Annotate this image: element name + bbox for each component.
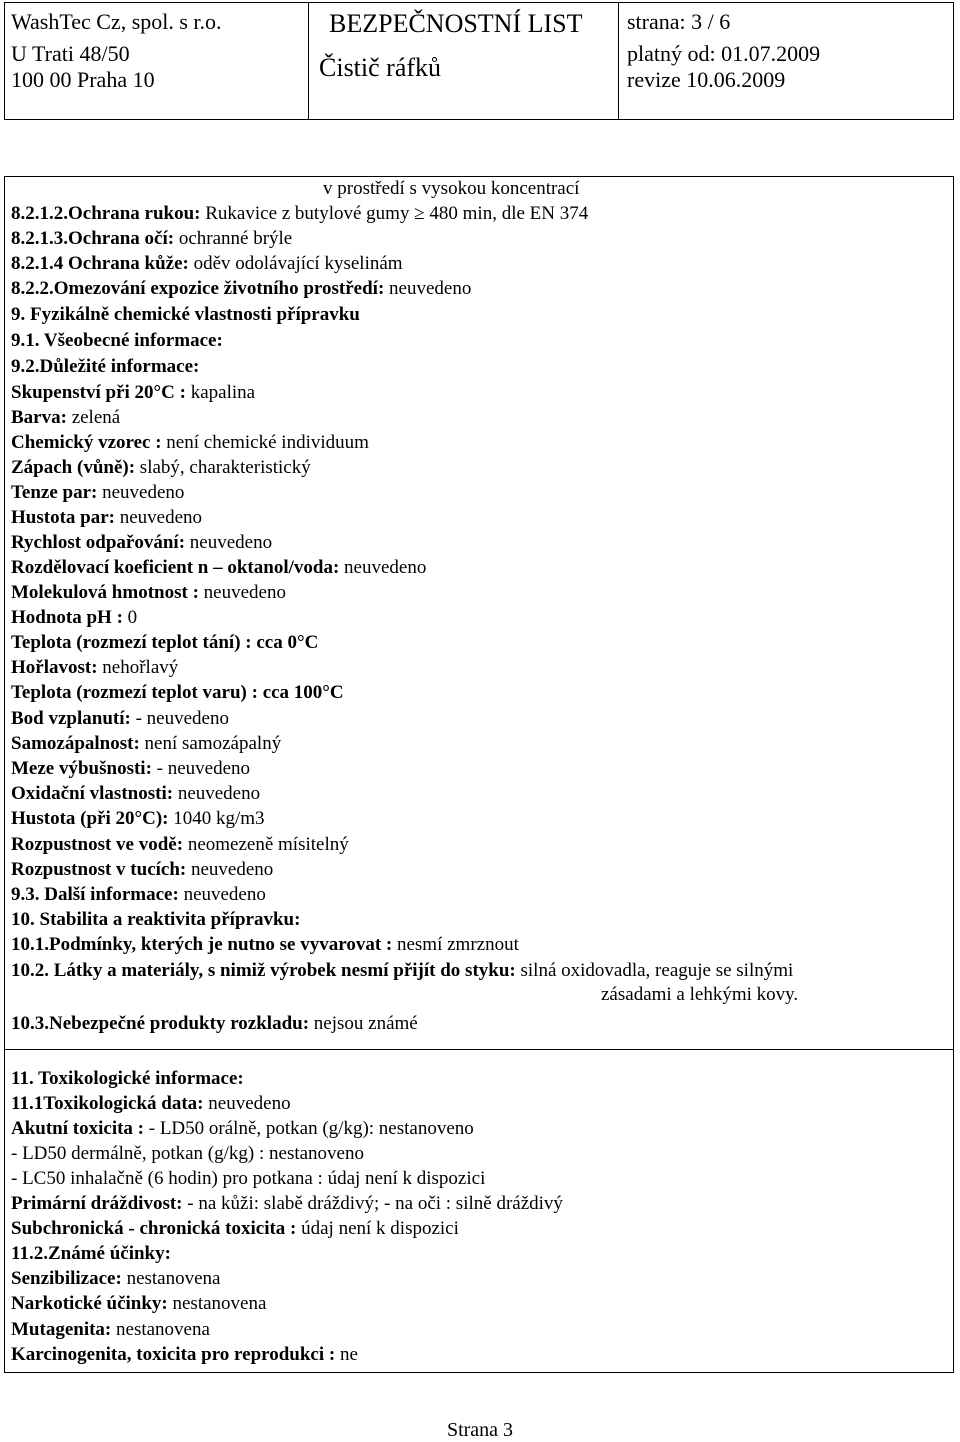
line-label: Hustota (při 20°C): — [11, 808, 169, 829]
content-line — [11, 858, 273, 881]
document-title: BEZPEČNOSTNÍ LIST — [329, 9, 583, 38]
line-value: neomezeně mísitelný — [183, 834, 349, 855]
meta-cell — [619, 3, 953, 119]
line-label: 11. Toxikologické informace: — [11, 1068, 244, 1089]
line-value: neuvedeno — [178, 884, 266, 905]
line-value: neuvedeno — [97, 482, 185, 503]
line-value: zásadami a lehkými kovy. — [601, 984, 799, 1005]
line-label: Teplota (rozmezí teplot tání) : cca 0°C — [11, 632, 319, 653]
content-line — [11, 1242, 171, 1265]
line-label: Chemický vzorec : — [11, 432, 162, 453]
line-label: Rozpustnost ve vodě: — [11, 834, 184, 855]
content-line — [11, 381, 255, 404]
content-line — [11, 656, 178, 679]
content-line — [11, 631, 318, 654]
line-label: Skupenství při 20°C : — [11, 382, 186, 403]
line-value: - LC50 inhalačně (6 hodin) pro potkana : údaj není k dispozici — [11, 1168, 486, 1189]
line-label: Rychlost odpařování: — [11, 532, 186, 553]
line-label: Samozápalnost: — [11, 733, 140, 754]
line-value: kapalina — [185, 382, 256, 403]
content-line — [11, 883, 266, 906]
line-value: není samozápalný — [139, 733, 282, 754]
line-value: silná oxidovadla, reaguje se silnými — [515, 960, 794, 981]
line-value: - na kůži: slabě dráždivý; - na oči : silně dráždivý — [182, 1193, 563, 1214]
line-value: neuvedeno — [173, 783, 261, 804]
line-label: 11.1Toxikologická data: — [11, 1093, 204, 1114]
line-value: v prostředí s vysokou koncentrací — [323, 178, 580, 199]
line-label: Barva: — [11, 407, 67, 428]
line-value: neuvedeno — [384, 278, 472, 299]
content-line — [11, 1067, 244, 1090]
line-value: nestanovena — [121, 1268, 221, 1289]
line-value: 1040 kg/m3 — [168, 808, 265, 829]
line-value: - LD50 orálně, potkan (g/kg): nestanoveno — [144, 1118, 474, 1139]
line-value: - neuvedeno — [151, 758, 251, 779]
line-value: nejsou známé — [309, 1013, 418, 1034]
document-header — [4, 2, 954, 120]
line-label: Rozpustnost v tucích: — [11, 859, 187, 880]
line-value: nestanovena — [167, 1293, 267, 1314]
line-label: Narkotické účinky: — [11, 1293, 168, 1314]
content-line — [11, 1142, 364, 1165]
line-value: Rukavice z butylové gumy ≥ 480 min, dle EN 374 — [200, 203, 589, 224]
content-line — [11, 1343, 358, 1366]
company-street: U Trati 48/50 — [11, 41, 130, 66]
line-value: zelená — [66, 407, 121, 428]
line-label: Hustota par: — [11, 507, 115, 528]
content-line — [11, 252, 403, 275]
line-label: Rozdělovací koeficient n – oktanol/voda: — [11, 557, 340, 578]
line-label: 9.3. Další informace: — [11, 884, 179, 905]
content-line — [11, 732, 281, 755]
content-line — [11, 329, 223, 352]
line-label: 10. Stabilita a reaktivita přípravku: — [11, 909, 301, 930]
line-label: 10.3.Nebezpečné produkty rozkladu: — [11, 1013, 310, 1034]
line-label: Zápach (vůně): — [11, 457, 136, 478]
company-name: WashTec Cz, spol. s r.o. — [11, 9, 222, 34]
line-label: Mutagenita: — [11, 1319, 112, 1340]
line-value: neuvedeno — [186, 859, 274, 880]
content-line — [11, 556, 426, 579]
revision-date: revize 10.06.2009 — [627, 67, 786, 92]
line-label: 8.2.1.4 Ochrana kůže: — [11, 253, 189, 274]
content-line — [11, 1092, 291, 1115]
content-line — [11, 506, 202, 529]
line-label: Hořlavost: — [11, 657, 98, 678]
line-label: 10.1.Podmínky, kterých je nutno se vyvarovat : — [11, 934, 393, 955]
content-line — [11, 227, 292, 250]
content-line — [11, 757, 250, 780]
line-label: Karcinogenita, toxicita pro reprodukci : — [11, 1344, 336, 1365]
content-line — [11, 531, 272, 554]
content-line — [11, 456, 311, 479]
line-label: 8.2.2.Omezování expozice životního prostředí: — [11, 278, 385, 299]
content-line — [11, 833, 349, 856]
line-value: neuvedeno — [185, 532, 273, 553]
line-label: Hodnota pH : — [11, 607, 123, 628]
content-line — [11, 277, 471, 300]
page-footer: Strana 3 — [446, 1419, 514, 1441]
content-line — [11, 782, 260, 805]
line-value: oděv odolávající kyselinám — [188, 253, 403, 274]
content-line — [11, 933, 519, 956]
content-line — [323, 177, 579, 200]
line-value: ne — [335, 1344, 358, 1365]
line-value: není chemické individuum — [161, 432, 369, 453]
line-value: slabý, charakteristický — [135, 457, 311, 478]
content-line — [11, 581, 286, 604]
content-line — [11, 681, 344, 704]
line-value: neuvedeno — [203, 1093, 291, 1114]
content-line — [11, 1117, 474, 1140]
content-line — [11, 908, 300, 931]
content-line — [11, 1167, 485, 1190]
line-label: 9.2.Důležité informace: — [11, 356, 200, 377]
line-label: Primární dráždivost: — [11, 1193, 183, 1214]
line-value: ochranné brýle — [174, 228, 293, 249]
line-label: Molekulová hmotnost : — [11, 582, 199, 603]
content-line — [11, 707, 229, 730]
line-label: 8.2.1.3.Ochrana očí: — [11, 228, 175, 249]
line-label: 11.2.Známé účinky: — [11, 1243, 171, 1264]
content-line — [11, 606, 137, 629]
line-label: Bod vzplanutí: — [11, 708, 131, 729]
line-label: Tenze par: — [11, 482, 98, 503]
valid-from: platný od: 01.07.2009 — [627, 41, 821, 66]
content-line — [601, 983, 798, 1006]
line-value: 0 — [122, 607, 138, 628]
content-line — [11, 202, 588, 225]
content-sheet — [4, 176, 954, 1373]
content-line — [11, 1267, 220, 1290]
line-label: 10.2. Látky a materiály, s nimiž výrobek nesmí přijít do styku: — [11, 960, 516, 981]
line-label: Senzibilizace: — [11, 1268, 122, 1289]
title-cell — [309, 3, 619, 119]
line-value: neuvedeno — [198, 582, 286, 603]
content-line — [11, 1292, 266, 1315]
section-separator — [5, 1049, 953, 1050]
line-value: - LD50 dermálně, potkan (g/kg) : nestanoveno — [11, 1143, 364, 1164]
line-value: nehořlavý — [97, 657, 179, 678]
line-value: - neuvedeno — [130, 708, 229, 729]
line-label: 9.1. Všeobecné informace: — [11, 330, 223, 351]
content-line — [11, 807, 265, 830]
company-cell — [5, 3, 309, 119]
content-line — [11, 406, 120, 429]
line-label: 9. Fyzikálně chemické vlastnosti přípravku — [11, 304, 360, 325]
content-line — [11, 303, 360, 326]
line-label: Meze výbušnosti: — [11, 758, 152, 779]
content-line — [11, 481, 184, 504]
content-line — [11, 1217, 459, 1240]
line-label: Oxidační vlastnosti: — [11, 783, 174, 804]
product-name: Čistič ráfků — [319, 53, 442, 82]
line-value: nesmí zmrznout — [392, 934, 519, 955]
company-city: 100 00 Praha 10 — [11, 67, 155, 92]
line-value: neuvedeno — [339, 557, 427, 578]
content-line — [11, 1012, 418, 1035]
line-value: neuvedeno — [114, 507, 203, 528]
content-line — [11, 1192, 563, 1215]
line-label: Subchronická - chronická toxicita : — [11, 1218, 297, 1239]
line-value: nestanovena — [111, 1319, 210, 1340]
line-label: Teplota (rozmezí teplot varu) : cca 100°C — [11, 682, 344, 703]
line-label: 8.2.1.2.Ochrana rukou: — [11, 203, 201, 224]
line-value: údaj není k dispozici — [296, 1218, 459, 1239]
content-line — [11, 1318, 210, 1341]
content-line — [11, 431, 369, 454]
line-label: Akutní toxicita : — [11, 1118, 144, 1139]
content-line — [11, 959, 793, 982]
page-info: strana: 3 / 6 — [627, 9, 731, 34]
content-line — [11, 355, 199, 378]
